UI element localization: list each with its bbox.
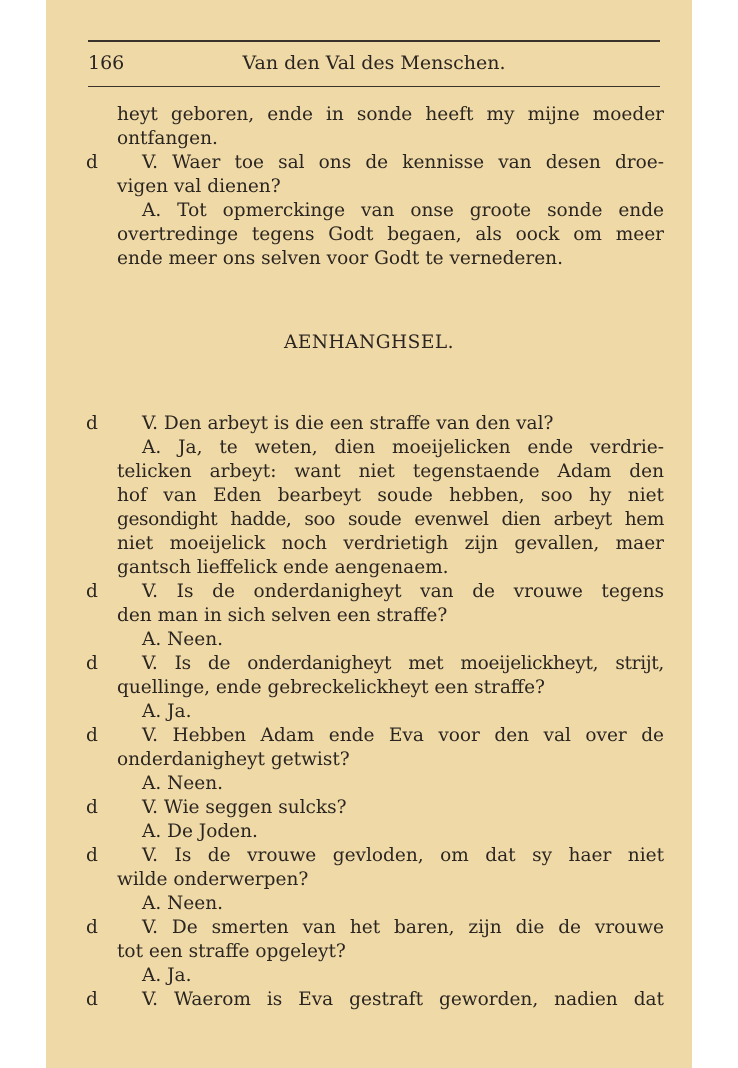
line-text: heyt geboren, ende in sonde heeft my mijne moeder xyxy=(117,104,664,125)
margin-mark: d xyxy=(86,797,98,818)
line-text: V. Is de onderdanigheyt van de vrouwe tegens xyxy=(142,581,664,602)
margin-mark: d xyxy=(86,917,98,938)
text-line xyxy=(46,628,692,652)
text-line xyxy=(46,127,692,151)
text-line xyxy=(46,247,692,271)
line-text: V. Wie seggen sulcks? xyxy=(142,797,347,818)
text-line xyxy=(46,820,692,844)
text-line xyxy=(46,652,692,676)
line-text: A. Ja. xyxy=(142,701,192,722)
text-line xyxy=(46,580,692,604)
text-line xyxy=(46,988,692,1012)
line-text: V. De smerten van het baren, zijn die de vrouwe xyxy=(142,917,664,938)
text-line xyxy=(46,223,692,247)
margin-mark: d xyxy=(86,989,98,1010)
margin-mark: d xyxy=(86,152,98,173)
margin-mark: d xyxy=(86,413,98,434)
line-text: niet moeijelick noch verdrietigh zijn gevallen, maer xyxy=(117,533,664,554)
line-text: A. Tot opmerckinge van onse groote sonde ende xyxy=(142,200,664,221)
page-header xyxy=(88,52,660,80)
text-line xyxy=(46,556,692,580)
line-text: A. Neen. xyxy=(142,893,224,914)
margin-mark: d xyxy=(86,845,98,866)
line-text: onderdanigheyt getwist? xyxy=(117,749,350,770)
line-text: gantsch lieffelick ende aengenaem. xyxy=(117,557,449,578)
line-text: den man in sich selven een straffe? xyxy=(117,605,448,626)
line-text: overtredinge tegens Godt begaen, als oock om meer xyxy=(117,224,664,245)
margin-mark: d xyxy=(86,581,98,602)
text-line xyxy=(46,604,692,628)
line-text: A. De Joden. xyxy=(142,821,258,842)
margin-mark: d xyxy=(86,653,98,674)
text-line xyxy=(46,484,692,508)
line-text: V. Is de vrouwe gevloden, om dat sy haer niet xyxy=(142,845,664,866)
line-text: hof van Eden bearbeyt soude hebben, soo hy niet xyxy=(117,485,664,506)
page-number: 166 xyxy=(88,52,125,74)
text-line xyxy=(46,508,692,532)
text-line xyxy=(46,151,692,175)
text-line xyxy=(46,532,692,556)
header-bottom-rule xyxy=(88,86,660,87)
text-line xyxy=(46,460,692,484)
line-text: vigen val dienen? xyxy=(117,176,281,197)
line-text: A. Ja. xyxy=(142,965,192,986)
text-line xyxy=(46,175,692,199)
text-line xyxy=(46,796,692,820)
line-text: gesondight hadde, soo soude evenwel dien arbeyt hem xyxy=(117,509,664,530)
text-line xyxy=(46,103,692,127)
book-page xyxy=(46,0,692,1068)
text-line xyxy=(46,436,692,460)
line-text: A. Neen. xyxy=(142,773,224,794)
text-line xyxy=(46,940,692,964)
line-text: A. Neen. xyxy=(142,629,224,650)
text-line xyxy=(46,964,692,988)
margin-mark: d xyxy=(86,725,98,746)
text-line xyxy=(46,772,692,796)
line-text: A. Ja, te weten, dien moeijelicken ende verdrie- xyxy=(142,437,664,458)
line-text: V. Waer toe sal ons de kennisse van desen droe- xyxy=(142,152,664,173)
line-text: telicken arbeyt: want niet tegenstaende Adam den xyxy=(117,461,664,482)
text-line xyxy=(46,724,692,748)
line-text: wilde onderwerpen? xyxy=(117,869,309,890)
text-line xyxy=(46,748,692,772)
line-text: V. Den arbeyt is die een straffe van den val? xyxy=(142,413,554,434)
text-line xyxy=(46,199,692,223)
line-text: V. Hebben Adam ende Eva voor den val over de xyxy=(142,725,664,746)
line-text: V. Waerom is Eva gestraft geworden, nadien dat xyxy=(142,989,664,1010)
text-line xyxy=(46,844,692,868)
text-line xyxy=(46,412,692,436)
line-text: V. Is de onderdanigheyt met moeijelickheyt, strijt, xyxy=(142,653,664,674)
running-title: Van den Val des Menschen. xyxy=(242,52,506,74)
text-line xyxy=(46,892,692,916)
text-line xyxy=(46,868,692,892)
text-line xyxy=(46,916,692,940)
text-line xyxy=(46,700,692,724)
line-text: ende meer ons selven voor Godt te vernederen. xyxy=(117,248,563,269)
header-top-rule xyxy=(88,40,660,42)
line-text: tot een straffe opgeleyt? xyxy=(117,941,346,962)
text-line xyxy=(46,676,692,700)
line-text: quellinge, ende gebreckelickheyt een straffe? xyxy=(117,677,545,698)
line-text: ontfangen. xyxy=(117,128,218,149)
section-title: AENHANGHSEL. xyxy=(284,332,454,353)
